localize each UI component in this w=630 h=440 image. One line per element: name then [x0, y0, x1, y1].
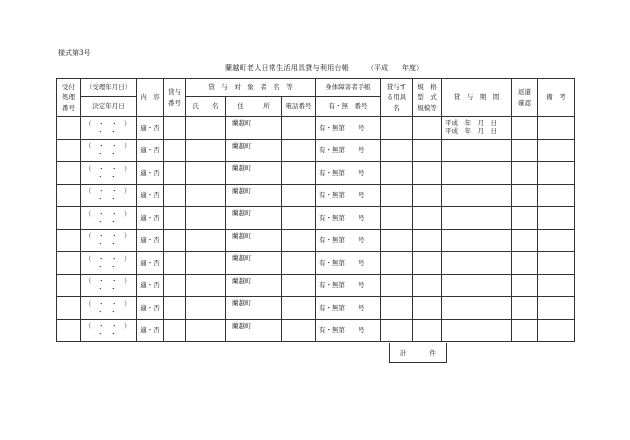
return-check-cell[interactable] — [512, 139, 538, 162]
lend-number-cell[interactable] — [164, 252, 186, 275]
loan-period-cell[interactable] — [442, 162, 512, 185]
table-row — [57, 207, 575, 230]
remarks-cell[interactable] — [538, 184, 575, 207]
lend-number-cell[interactable] — [164, 274, 186, 297]
content-cell[interactable]: 適・否 — [137, 297, 164, 320]
phone-cell[interactable] — [282, 139, 316, 162]
reception-number-cell[interactable] — [57, 117, 81, 140]
table-row — [57, 229, 575, 252]
content-cell[interactable]: 適・否 — [137, 117, 164, 140]
lend-number-cell[interactable] — [164, 184, 186, 207]
address-cell[interactable]: 蘭越町 — [226, 139, 282, 162]
remarks-cell[interactable] — [538, 319, 575, 342]
remarks-header: 備 考 — [538, 79, 575, 117]
name-cell[interactable] — [186, 184, 226, 207]
name-cell[interactable] — [186, 139, 226, 162]
address-cell[interactable]: 蘭越町 — [226, 184, 282, 207]
address-cell[interactable]: 蘭越町 — [226, 297, 282, 320]
name-cell[interactable] — [186, 207, 226, 230]
spec-cell[interactable] — [413, 207, 442, 230]
equipment-cell[interactable] — [381, 274, 413, 297]
equipment-cell[interactable] — [381, 252, 413, 275]
loan-period-cell[interactable] — [442, 252, 512, 275]
spec-header: 規 格 型 式 規模等 — [413, 79, 442, 117]
phone-cell[interactable] — [282, 162, 316, 185]
equipment-cell[interactable] — [381, 184, 413, 207]
lend-number-cell[interactable] — [164, 297, 186, 320]
handbook-cell[interactable]: 有・無第 号 — [316, 117, 381, 140]
content-cell[interactable]: 適・否 — [137, 252, 164, 275]
lend-number-cell[interactable] — [164, 162, 186, 185]
name-cell[interactable] — [186, 162, 226, 185]
date-cell[interactable]: （ ・ ・ ） ・ ・ — [81, 297, 137, 320]
remarks-cell[interactable] — [538, 297, 575, 320]
content-cell[interactable]: 適・否 — [137, 274, 164, 297]
loan-period-header: 貸 与 期 間 — [442, 79, 512, 117]
loan-period-cell[interactable] — [442, 274, 512, 297]
equipment-cell[interactable] — [381, 162, 413, 185]
remarks-cell[interactable] — [538, 229, 575, 252]
reception-number-cell[interactable] — [57, 252, 81, 275]
phone-cell[interactable] — [282, 252, 316, 275]
remarks-cell[interactable] — [538, 274, 575, 297]
content-cell[interactable]: 適・否 — [137, 139, 164, 162]
equipment-cell[interactable] — [381, 207, 413, 230]
handbook-cell[interactable]: 有・無第 号 — [316, 252, 381, 275]
phone-cell[interactable] — [282, 229, 316, 252]
date-cell[interactable]: （ ・ ・ ） ・ ・ — [81, 207, 137, 230]
lend-number-cell[interactable] — [164, 229, 186, 252]
handbook-cell[interactable]: 有・無第 号 — [316, 229, 381, 252]
table-row — [57, 297, 575, 320]
equipment-cell[interactable] — [381, 229, 413, 252]
table-row — [57, 274, 575, 297]
name-cell[interactable] — [186, 117, 226, 140]
disability-sub-header: 有・無 番号 — [316, 97, 381, 117]
content-cell[interactable]: 適・否 — [137, 207, 164, 230]
name-cell[interactable] — [186, 319, 226, 342]
equipment-cell[interactable] — [381, 117, 413, 140]
spec-cell[interactable] — [413, 117, 442, 140]
reception-number-cell[interactable] — [57, 207, 81, 230]
total-count-box — [389, 343, 447, 363]
handbook-cell[interactable]: 有・無第 号 — [316, 319, 381, 342]
equipment-cell[interactable] — [381, 139, 413, 162]
address-cell[interactable]: 蘭越町 — [226, 252, 282, 275]
handbook-cell[interactable]: 有・無第 号 — [316, 207, 381, 230]
date-cell[interactable]: （ ・ ・ ） ・ ・ — [81, 252, 137, 275]
lend-number-cell[interactable] — [164, 319, 186, 342]
date-cell[interactable]: （ ・ ・ ） ・ ・ — [81, 117, 137, 140]
return-check-cell[interactable] — [512, 229, 538, 252]
lend-number-cell[interactable] — [164, 139, 186, 162]
phone-cell[interactable] — [282, 184, 316, 207]
address-cell[interactable]: 蘭越町 — [226, 229, 282, 252]
date-cell[interactable]: （ ・ ・ ） ・ ・ — [81, 184, 137, 207]
phone-cell[interactable] — [282, 117, 316, 140]
ledger-title: 蘭越町老人日常生活用具貸与利用台帳 — [225, 64, 350, 72]
loan-period-cell[interactable]: 平成 年 月 日 平成 年 月 日 — [442, 117, 512, 140]
handbook-cell[interactable]: 有・無第 号 — [316, 162, 381, 185]
equipment-cell[interactable] — [381, 297, 413, 320]
table-row — [57, 319, 575, 342]
table-row — [57, 139, 575, 162]
date-cell[interactable]: （ ・ ・ ） ・ ・ — [81, 319, 137, 342]
table-row — [57, 117, 575, 140]
fiscal-year-label: （平成 年度） — [367, 64, 423, 72]
address-cell[interactable]: 蘭越町 — [226, 274, 282, 297]
content-cell[interactable]: 適・否 — [137, 319, 164, 342]
loan-period-cell[interactable] — [442, 139, 512, 162]
address-cell[interactable]: 蘭越町 — [226, 162, 282, 185]
remarks-cell[interactable] — [538, 117, 575, 140]
remarks-cell[interactable] — [538, 139, 575, 162]
header-row-top — [57, 79, 575, 97]
spec-cell[interactable] — [413, 184, 442, 207]
phone-cell[interactable] — [282, 274, 316, 297]
name-cell[interactable] — [186, 297, 226, 320]
lend-number-cell[interactable] — [164, 207, 186, 230]
name-cell[interactable] — [186, 274, 226, 297]
total-unit: 件 — [429, 349, 436, 357]
date-cell[interactable]: （ ・ ・ ） ・ ・ — [81, 162, 137, 185]
phone-header: 電話番号 — [282, 97, 316, 117]
remarks-cell[interactable] — [538, 162, 575, 185]
spec-cell[interactable] — [413, 252, 442, 275]
reception-number-cell[interactable] — [57, 184, 81, 207]
reception-number-cell[interactable] — [57, 139, 81, 162]
phone-cell[interactable] — [282, 319, 316, 342]
spec-cell[interactable] — [413, 162, 442, 185]
name-cell[interactable] — [186, 229, 226, 252]
date-cell[interactable]: （ ・ ・ ） ・ ・ — [81, 139, 137, 162]
return-check-header: 返還 確認 — [512, 79, 538, 117]
reception-number-cell[interactable] — [57, 274, 81, 297]
remarks-cell[interactable] — [538, 207, 575, 230]
borrower-group-header: 貸 与 対 象 者 名 等 — [186, 79, 316, 97]
remarks-cell[interactable] — [538, 252, 575, 275]
spec-cell[interactable] — [413, 139, 442, 162]
return-check-cell[interactable] — [512, 274, 538, 297]
form-number: 様式第3号 — [58, 49, 91, 57]
return-check-cell[interactable] — [512, 184, 538, 207]
return-check-cell[interactable] — [512, 207, 538, 230]
reception-number-header: 受付 処理 番号 — [57, 79, 81, 117]
address-cell[interactable]: 蘭越町 — [226, 117, 282, 140]
equipment-name-header: 貸与す る用具 名 — [381, 79, 413, 117]
address-cell[interactable]: 蘭越町 — [226, 319, 282, 342]
disability-handbook-header: 身体障害者手帳 — [316, 79, 381, 97]
handbook-cell[interactable]: 有・無第 号 — [316, 274, 381, 297]
loan-period-cell[interactable] — [442, 297, 512, 320]
phone-cell[interactable] — [282, 297, 316, 320]
table-row — [57, 184, 575, 207]
reception-number-cell[interactable] — [57, 162, 81, 185]
decision-date-header: 決定年月日 — [81, 97, 137, 117]
spec-cell[interactable] — [413, 274, 442, 297]
content-cell[interactable]: 適・否 — [137, 229, 164, 252]
equipment-cell[interactable] — [381, 319, 413, 342]
content-cell[interactable]: 適・否 — [137, 184, 164, 207]
return-check-cell[interactable] — [512, 117, 538, 140]
handbook-cell[interactable]: 有・無第 号 — [316, 297, 381, 320]
handbook-cell[interactable]: 有・無第 号 — [316, 184, 381, 207]
spec-cell[interactable] — [413, 229, 442, 252]
lend-number-cell[interactable] — [164, 117, 186, 140]
phone-cell[interactable] — [282, 207, 316, 230]
spec-cell[interactable] — [413, 297, 442, 320]
reception-number-cell[interactable] — [57, 297, 81, 320]
received-date-header: （受理年月日） — [81, 79, 137, 97]
lend-number-header: 貸与 番号 — [164, 79, 186, 117]
return-check-cell[interactable] — [512, 252, 538, 275]
loan-period-cell[interactable] — [442, 207, 512, 230]
address-header: 住 所 — [226, 97, 282, 117]
loan-period-cell[interactable] — [442, 319, 512, 342]
date-cell[interactable]: （ ・ ・ ） ・ ・ — [81, 274, 137, 297]
content-cell[interactable]: 適・否 — [137, 162, 164, 185]
reception-number-cell[interactable] — [57, 229, 81, 252]
ledger-table — [56, 78, 575, 342]
address-cell[interactable]: 蘭越町 — [226, 207, 282, 230]
date-cell[interactable]: （ ・ ・ ） ・ ・ — [81, 229, 137, 252]
total-label: 計 — [400, 349, 407, 357]
loan-period-cell[interactable] — [442, 229, 512, 252]
name-header: 氏 名 — [186, 97, 226, 117]
return-check-cell[interactable] — [512, 162, 538, 185]
name-cell[interactable] — [186, 252, 226, 275]
content-header: 内 容 — [137, 79, 164, 117]
spec-cell[interactable] — [413, 319, 442, 342]
table-row — [57, 162, 575, 185]
handbook-cell[interactable]: 有・無第 号 — [316, 139, 381, 162]
table-row — [57, 252, 575, 275]
reception-number-cell[interactable] — [57, 319, 81, 342]
loan-period-cell[interactable] — [442, 184, 512, 207]
return-check-cell[interactable] — [512, 319, 538, 342]
return-check-cell[interactable] — [512, 297, 538, 320]
